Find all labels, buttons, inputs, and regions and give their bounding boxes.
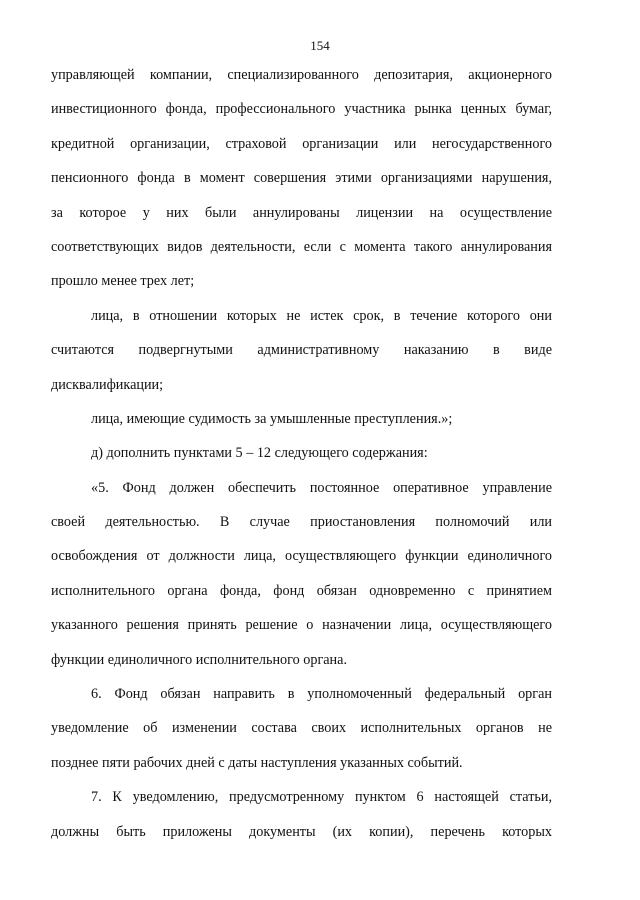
text-line: инвестиционного фонда, профессионального участника рынка ценных бумаг, <box>51 101 552 118</box>
text-line: исполнительного органа фонда, фонд обязан одновременно с принятием <box>51 582 552 599</box>
text-line: лица, имеющие судимость за умышленные преступления.»; <box>91 410 453 427</box>
text-line: кредитной организации, страховой организации или негосударственного <box>51 135 552 152</box>
text-line: «5. Фонд должен обеспечить постоянное оперативное управление <box>91 479 552 496</box>
text-line: лица, в отношении которых не истек срок, в течение которого они <box>91 307 552 324</box>
text-line: соответствующих видов деятельности, если с момента такого аннулирования <box>51 238 552 255</box>
text-line: освобождения от должности лица, осуществляющего функции единоличного <box>51 548 552 565</box>
text-line: уведомление об изменении состава своих исполнительных органов не <box>51 720 552 737</box>
text-line: 6. Фонд обязан направить в уполномоченный федеральный орган <box>91 686 552 703</box>
text-line: должны быть приложены документы (их копии), перечень которых <box>51 823 552 840</box>
text-line: функции единоличного исполнительного органа. <box>51 651 347 668</box>
text-line: пенсионного фонда в момент совершения этими организациями нарушения, <box>51 170 552 187</box>
text-line: управляющей компании, специализированного депозитария, акционерного <box>51 67 552 83</box>
text-line: прошло менее трех лет; <box>51 273 195 290</box>
text-line: дисквалификации; <box>51 376 164 393</box>
page-number: 154 <box>310 38 330 53</box>
text-line: д) дополнить пунктами 5 – 12 следующего содержания: <box>91 445 428 462</box>
document-body <box>51 58 552 849</box>
text-line: позднее пяти рабочих дней с даты наступления указанных событий. <box>51 754 463 771</box>
text-line: 7. К уведомлению, предусмотренному пунктом 6 настоящей статьи, <box>91 789 552 806</box>
text-line: указанного решения принять решение о назначении лица, осуществляющего <box>51 617 552 634</box>
text-line: считаются подвергнутыми административному наказанию в виде <box>51 342 552 359</box>
text-line: за которое у них были аннулированы лицензии на осуществление <box>51 204 552 221</box>
text-line: своей деятельностью. В случае приостановления полномочий или <box>51 514 552 531</box>
